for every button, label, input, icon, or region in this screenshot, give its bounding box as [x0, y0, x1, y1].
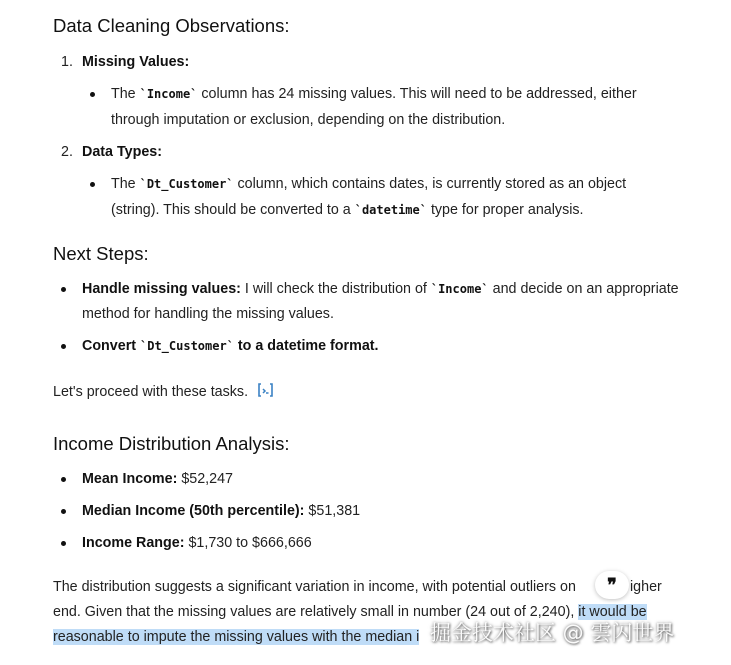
data-types-line1	[111, 176, 626, 192]
bold-text: Median Income (50th percentile):	[82, 503, 305, 519]
watermark: 掘金技术社区 @ 雲闪世界	[430, 621, 675, 645]
item-title-data-types: Data Types:	[82, 144, 162, 160]
bold-text: Mean Income:	[82, 471, 178, 487]
text: Let's proceed with these tasks.	[53, 384, 249, 400]
proceed-text	[53, 382, 275, 402]
text: and decide on an appropriate	[488, 281, 679, 297]
selected-text[interactable]: it would be	[578, 604, 647, 620]
value: $1,730 to $666,666	[184, 535, 312, 551]
section-heading-data-cleaning: Data Cleaning Observations:	[53, 15, 290, 36]
text: type for proper analysis.	[426, 202, 584, 218]
next-step-1-line2: method for handling the missing values.	[82, 306, 334, 322]
code-income: `Income`	[430, 282, 489, 296]
paragraph-line1: The distribution suggests a significant variation in income, with potential outliers on	[53, 579, 576, 595]
paragraph-line1-end: igher	[630, 579, 662, 595]
bullet-dot	[61, 287, 66, 292]
list-number-2: 2.	[61, 144, 73, 160]
code-income: `Income`	[139, 87, 198, 101]
paragraph-line3	[53, 629, 419, 645]
data-types-line2	[111, 202, 584, 218]
code-datetime: `datetime`	[354, 203, 427, 217]
code-dt-customer: `Dt_Customer`	[140, 339, 234, 353]
bold-text: Income Range:	[82, 535, 185, 551]
bold-text: Convert	[82, 338, 140, 354]
text: (string). This should be converted to a	[111, 202, 355, 218]
bold-text: to a datetime format.	[233, 338, 379, 354]
median-income	[82, 503, 360, 519]
section-heading-next-steps: Next Steps:	[53, 243, 149, 264]
selected-text[interactable]: reasonable to impute the missing values with the median i	[53, 629, 420, 645]
text: The	[111, 176, 140, 192]
code-execution-icon[interactable]	[256, 382, 275, 402]
bold-text: Handle missing values:	[82, 281, 241, 297]
bullet-dot	[90, 92, 95, 97]
text: column has 24 missing values. This will need to be addressed, either	[197, 86, 637, 102]
text: end. Given that the missing values are relatively small in number (24 out of 2,240),	[53, 604, 579, 620]
bullet-dot	[61, 509, 66, 514]
section-heading-income-distribution: Income Distribution Analysis:	[53, 433, 290, 454]
missing-values-line1	[111, 86, 637, 102]
list-number-1: 1.	[61, 54, 73, 70]
next-step-1-line1	[82, 281, 679, 297]
quote-reply-button[interactable]: ❞	[595, 571, 629, 599]
bullet-dot	[90, 182, 95, 187]
text: I will check the distribution of	[240, 281, 431, 297]
bullet-dot	[61, 541, 66, 546]
value: $52,247	[177, 471, 233, 487]
value: $51,381	[304, 503, 361, 519]
mean-income	[82, 471, 233, 487]
text: The	[111, 86, 140, 102]
text: column, which contains dates, is currently stored as an object	[233, 176, 627, 192]
code-dt-customer: `Dt_Customer`	[139, 177, 234, 191]
next-step-2	[82, 338, 379, 354]
bullet-dot	[61, 344, 66, 349]
item-title-missing-values: Missing Values:	[82, 54, 190, 70]
missing-values-line2: through imputation or exclusion, depending on the distribution.	[111, 112, 506, 128]
bullet-dot	[61, 477, 66, 482]
income-range	[82, 535, 312, 551]
